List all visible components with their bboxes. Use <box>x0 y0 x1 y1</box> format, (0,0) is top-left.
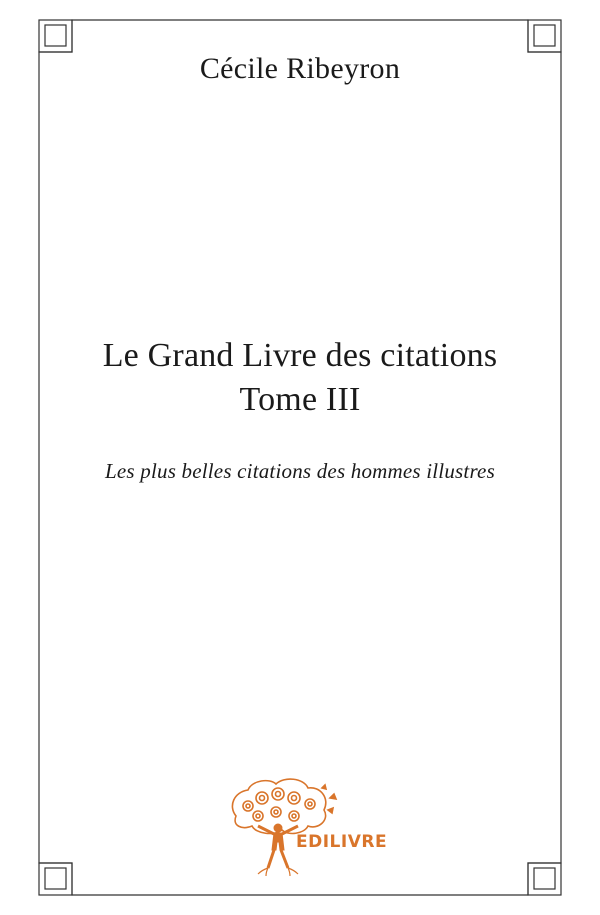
book-title <box>0 334 600 422</box>
book-subtitle: Les plus belles citations des hommes illustres <box>105 459 495 483</box>
publisher-name: EDILIVRE <box>296 832 388 852</box>
title-line-1: Le Grand Livre des citations <box>102 337 498 374</box>
title-line-2: Tome III <box>239 381 361 418</box>
tree-person-icon <box>218 776 386 876</box>
author-name: Cécile Ribeyron <box>199 52 401 85</box>
